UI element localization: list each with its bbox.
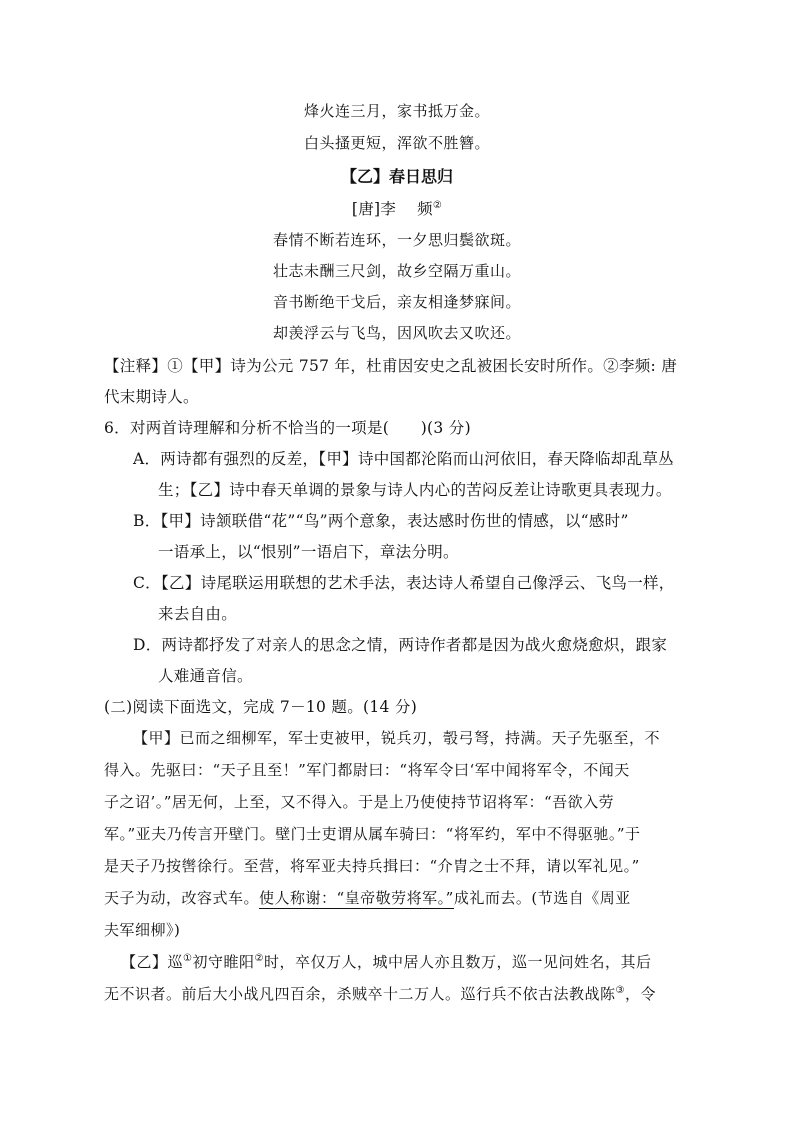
passage-yi-line-2 xyxy=(104,983,656,1004)
passage-yi-line-2-text: 无不识者。前后大小战凡四百余，杀贼卒十二万人。巡行兵不依古法教战陈 xyxy=(104,985,616,1003)
question-6-option-c: C．【乙】诗尾联运用联想的艺术手法，表达诗人希望自己像浮云、飞鸟一样， xyxy=(133,574,675,592)
passage-jia-line-7: 夫军细柳》) xyxy=(104,921,181,939)
passage-yi-line-1-c: 时，卒仅万人，城中居人亦且数万，巡一见问姓名，其后 xyxy=(263,953,652,971)
passage-jia-line-3: 子之诏’。”居无何，上至，又不得入。于是上乃使使持节诏将军：“吾欲入劳 xyxy=(104,793,615,811)
notes-line-2: 代末期诗人。 xyxy=(104,388,199,406)
question-6-option-a-cont: 生；【乙】诗中春天单调的景象与诗人内心的苦闷反差让诗歌更具表现力。 xyxy=(158,481,672,499)
notes-line-1: 【注释】①【甲】诗为公元 757 年，杜甫因安史之乱被困长安时所作。②李频: 唐 xyxy=(104,357,678,375)
passage-yi-line-1-b: 初守睢阳 xyxy=(192,953,255,971)
poem-yi-line-1: 春情不断若连环，一夕思归鬓欲斑。 xyxy=(272,231,521,249)
question-6-option-d: D．两诗都抒发了对亲人的思念之情，两诗作者都是因为战火愈烧愈炽，跟家 xyxy=(133,636,668,654)
question-6-option-b-cont: 一语承上，以“恨别”一语启下，章法分明。 xyxy=(158,543,459,561)
footnote-marker-1: ① xyxy=(183,953,193,964)
passage-yi-line-1 xyxy=(121,951,651,972)
passage-jia-line-6 xyxy=(104,887,631,908)
poem-yi-title: 【乙】春日思归 xyxy=(340,167,453,186)
question-6-option-b: B．【甲】诗颔联借“花”“鸟”两个意象，表达感时伤世的情感，以“感时” xyxy=(133,512,629,530)
section-2-heading: (二)阅读下面选文，完成 7－10 题。(14 分) xyxy=(104,698,418,716)
poem-yi-line-3: 音书断绝干戈后，亲友相逢梦寐间。 xyxy=(272,293,521,311)
underlined-sentence: 使人称谢：“皇帝敬劳将军。” xyxy=(259,889,454,907)
question-6-option-d-cont: 人难通音信。 xyxy=(158,667,253,685)
passage-jia-line-6-start: 天子为动，改容式车。 xyxy=(104,889,260,907)
passage-jia-line-2: 得入。先驱曰：“天子且至！”军门都尉曰：“将军令曰‘军中闻将军令，不闻天 xyxy=(104,761,630,779)
poem-jia-line-1: 烽火连三月，家书抵万金。 xyxy=(303,102,490,120)
poem-jia-line-2: 白头搔更短，浑欲不胜簪。 xyxy=(303,134,490,152)
poem-yi-author xyxy=(0,197,794,219)
poem-yi-author-prefix: [唐]李 xyxy=(351,200,397,218)
passage-yi-line-2-end: ，令 xyxy=(624,985,656,1003)
passage-jia-line-1: 【甲】已而之细柳军，军士吏被甲，锐兵刃，彀弓弩，持满。天子先驱至，不 xyxy=(133,729,661,747)
poem-yi-author-name: 频 xyxy=(417,200,433,218)
poem-yi-author-note: ② xyxy=(432,199,443,211)
question-6-stem: 6．对两首诗理解和分析不恰当的一项是( )(3 分) xyxy=(104,419,471,437)
footnote-marker-3: ③ xyxy=(615,985,625,996)
passage-yi-line-1-a: 【乙】巡 xyxy=(121,953,184,971)
question-6-option-a: A．两诗都有强烈的反差，【甲】诗中国都沦陷而山河依旧，春天降临却乱草丛 xyxy=(133,450,674,468)
passage-jia-line-6-end: 成礼而去。(节选自《周亚 xyxy=(453,889,631,907)
passage-jia-line-4: 军。”亚夫乃传言开壁门。壁门士吏谓从属车骑曰：“将军约，军中不得驱驰。”于 xyxy=(104,825,641,843)
footnote-marker-2: ② xyxy=(254,953,264,964)
poem-yi-line-4: 却羡浮云与飞鸟，因风吹去又吹还。 xyxy=(272,324,521,342)
poem-yi-line-2: 壮志未酬三尺剑，故乡空隔万重山。 xyxy=(272,262,521,280)
question-6-option-c-cont: 来去自由。 xyxy=(158,605,238,623)
passage-jia-line-5: 是天子乃按辔徐行。至营，将军亚夫持兵揖曰：“介胄之士不拜，请以军礼见。” xyxy=(104,857,640,875)
